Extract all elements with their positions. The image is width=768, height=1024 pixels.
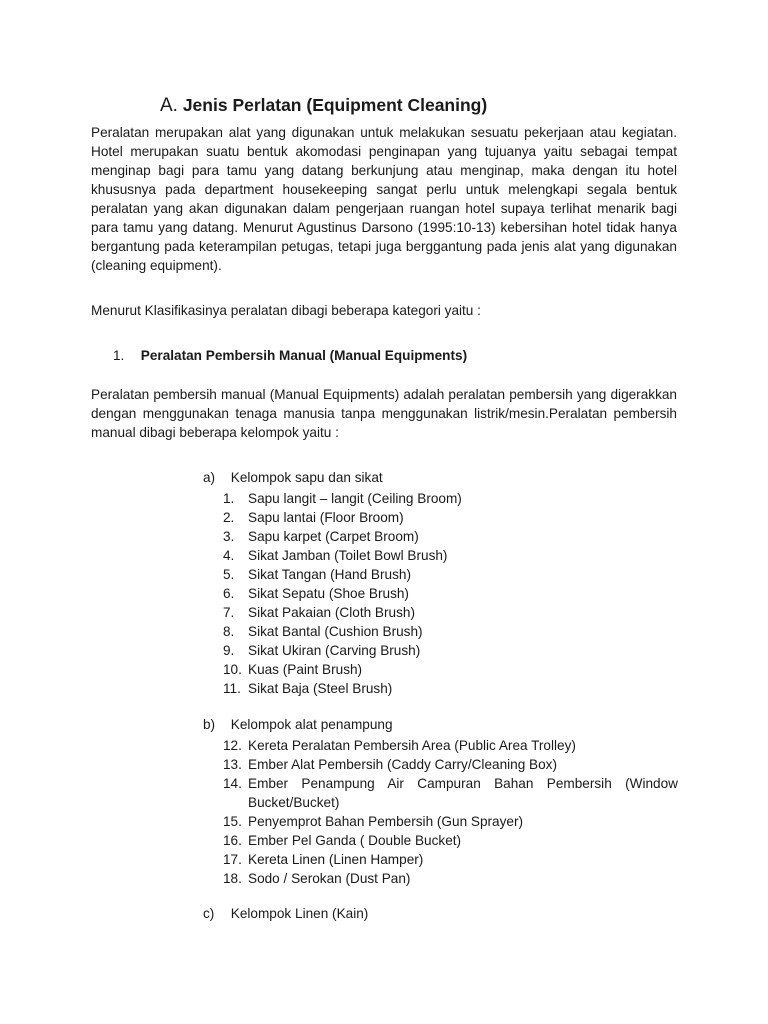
- group-heading: [203, 470, 383, 485]
- list-item: 10. Kuas (Paint Brush): [223, 662, 363, 677]
- list-item: 15. Penyemprot Bahan Pembersih (Gun Sprayer): [223, 814, 524, 829]
- group-marker: a): [203, 470, 216, 485]
- group-heading: [203, 717, 393, 732]
- group-label: Kelompok Linen (Kain): [230, 906, 369, 921]
- list-item: 7. Sikat Pakaian (Cloth Brush): [223, 605, 415, 620]
- subsection-title: Peralatan Pembersih Manual (Manual Equipments): [140, 348, 468, 363]
- list-item: 1. Sapu langit – langit (Ceiling Broom): [223, 491, 462, 506]
- list-item: 3. Sapu karpet (Carpet Broom): [223, 529, 419, 544]
- list-item: 18. Sodo / Serokan (Dust Pan): [223, 871, 411, 886]
- group-marker: b): [203, 717, 216, 732]
- manual-equipment-paragraph: Peralatan pembersih manual (Manual Equipments) adalah peralatan pembersih yang digerakkan dengan menggunakan tenaga manusia tanpa menggunakan listrik/mesin.Peralatan pembersih manual dibagi beberapa kelompok yaitu :: [91, 387, 677, 440]
- broom-brush-list: [223, 489, 678, 698]
- container-tool-list: [223, 736, 678, 888]
- group-label: Kelompok sapu dan sikat: [230, 470, 383, 485]
- list-item: 11. Sikat Baja (Steel Brush): [223, 681, 393, 696]
- list-item: 12. Kereta Peralatan Pembersih Area (Public Area Trolley): [223, 738, 576, 753]
- group-heading: [203, 906, 368, 921]
- list-item: 9. Sikat Ukiran (Carving Brush): [223, 643, 421, 658]
- list-item: 16. Ember Pel Ganda ( Double Bucket): [223, 833, 462, 848]
- list-item: 13. Ember Alat Pembersih (Caddy Carry/Cleaning Box): [223, 757, 558, 772]
- list-item: 6. Sikat Sepatu (Shoe Brush): [223, 586, 409, 601]
- heading-letter: A.: [160, 95, 178, 116]
- list-item: 4. Sikat Jamban (Toilet Bowl Brush): [223, 548, 448, 563]
- subsection-heading: [113, 348, 467, 363]
- list-item: 17. Kereta Linen (Linen Hamper): [223, 852, 424, 867]
- classification-paragraph: Menurut Klasifikasinya peralatan dibagi beberapa kategori yaitu :: [91, 303, 481, 318]
- list-item: 8. Sikat Bantal (Cushion Brush): [223, 624, 423, 639]
- list-item: 5. Sikat Tangan (Hand Brush): [223, 567, 411, 582]
- list-item: 2. Sapu lantai (Floor Broom): [223, 510, 404, 525]
- section-heading: [160, 95, 487, 117]
- list-item: 14. Ember Penampung Air Campuran Bahan Pembersih (Window Bucket/Bucket): [223, 776, 678, 810]
- subsection-number: 1.: [113, 348, 125, 363]
- group-marker: c): [203, 906, 215, 921]
- intro-paragraph: Peralatan merupakan alat yang digunakan untuk melakukan sesuatu pekerjaan atau kegiatan. Hotel merupakan suatu bentuk akomodasi penginapan yang tujuanya yaitu sebagai tempat menginap bagi para tamu yang datang berkunjung atau menginap, maka dengan itu hotel khususnya pada department housekeeping sangat perlu untuk melengkapi segala bentuk peralatan yang akan digunakan dalam pengerjaan ruangan hotel supaya terlihat menarik bagi para tamu yang datang. Menurut Agustinus Darsono (1995:10-13) kebersihan hotel tidak hanya bergantung pada keterampilan petugas, tetapi juga berggantung pada jenis alat yang digunakan (cleaning equipment).: [91, 125, 677, 273]
- group-label: Kelompok alat penampung: [230, 717, 393, 732]
- heading-title: Jenis Perlatan (Equipment Cleaning): [182, 95, 488, 115]
